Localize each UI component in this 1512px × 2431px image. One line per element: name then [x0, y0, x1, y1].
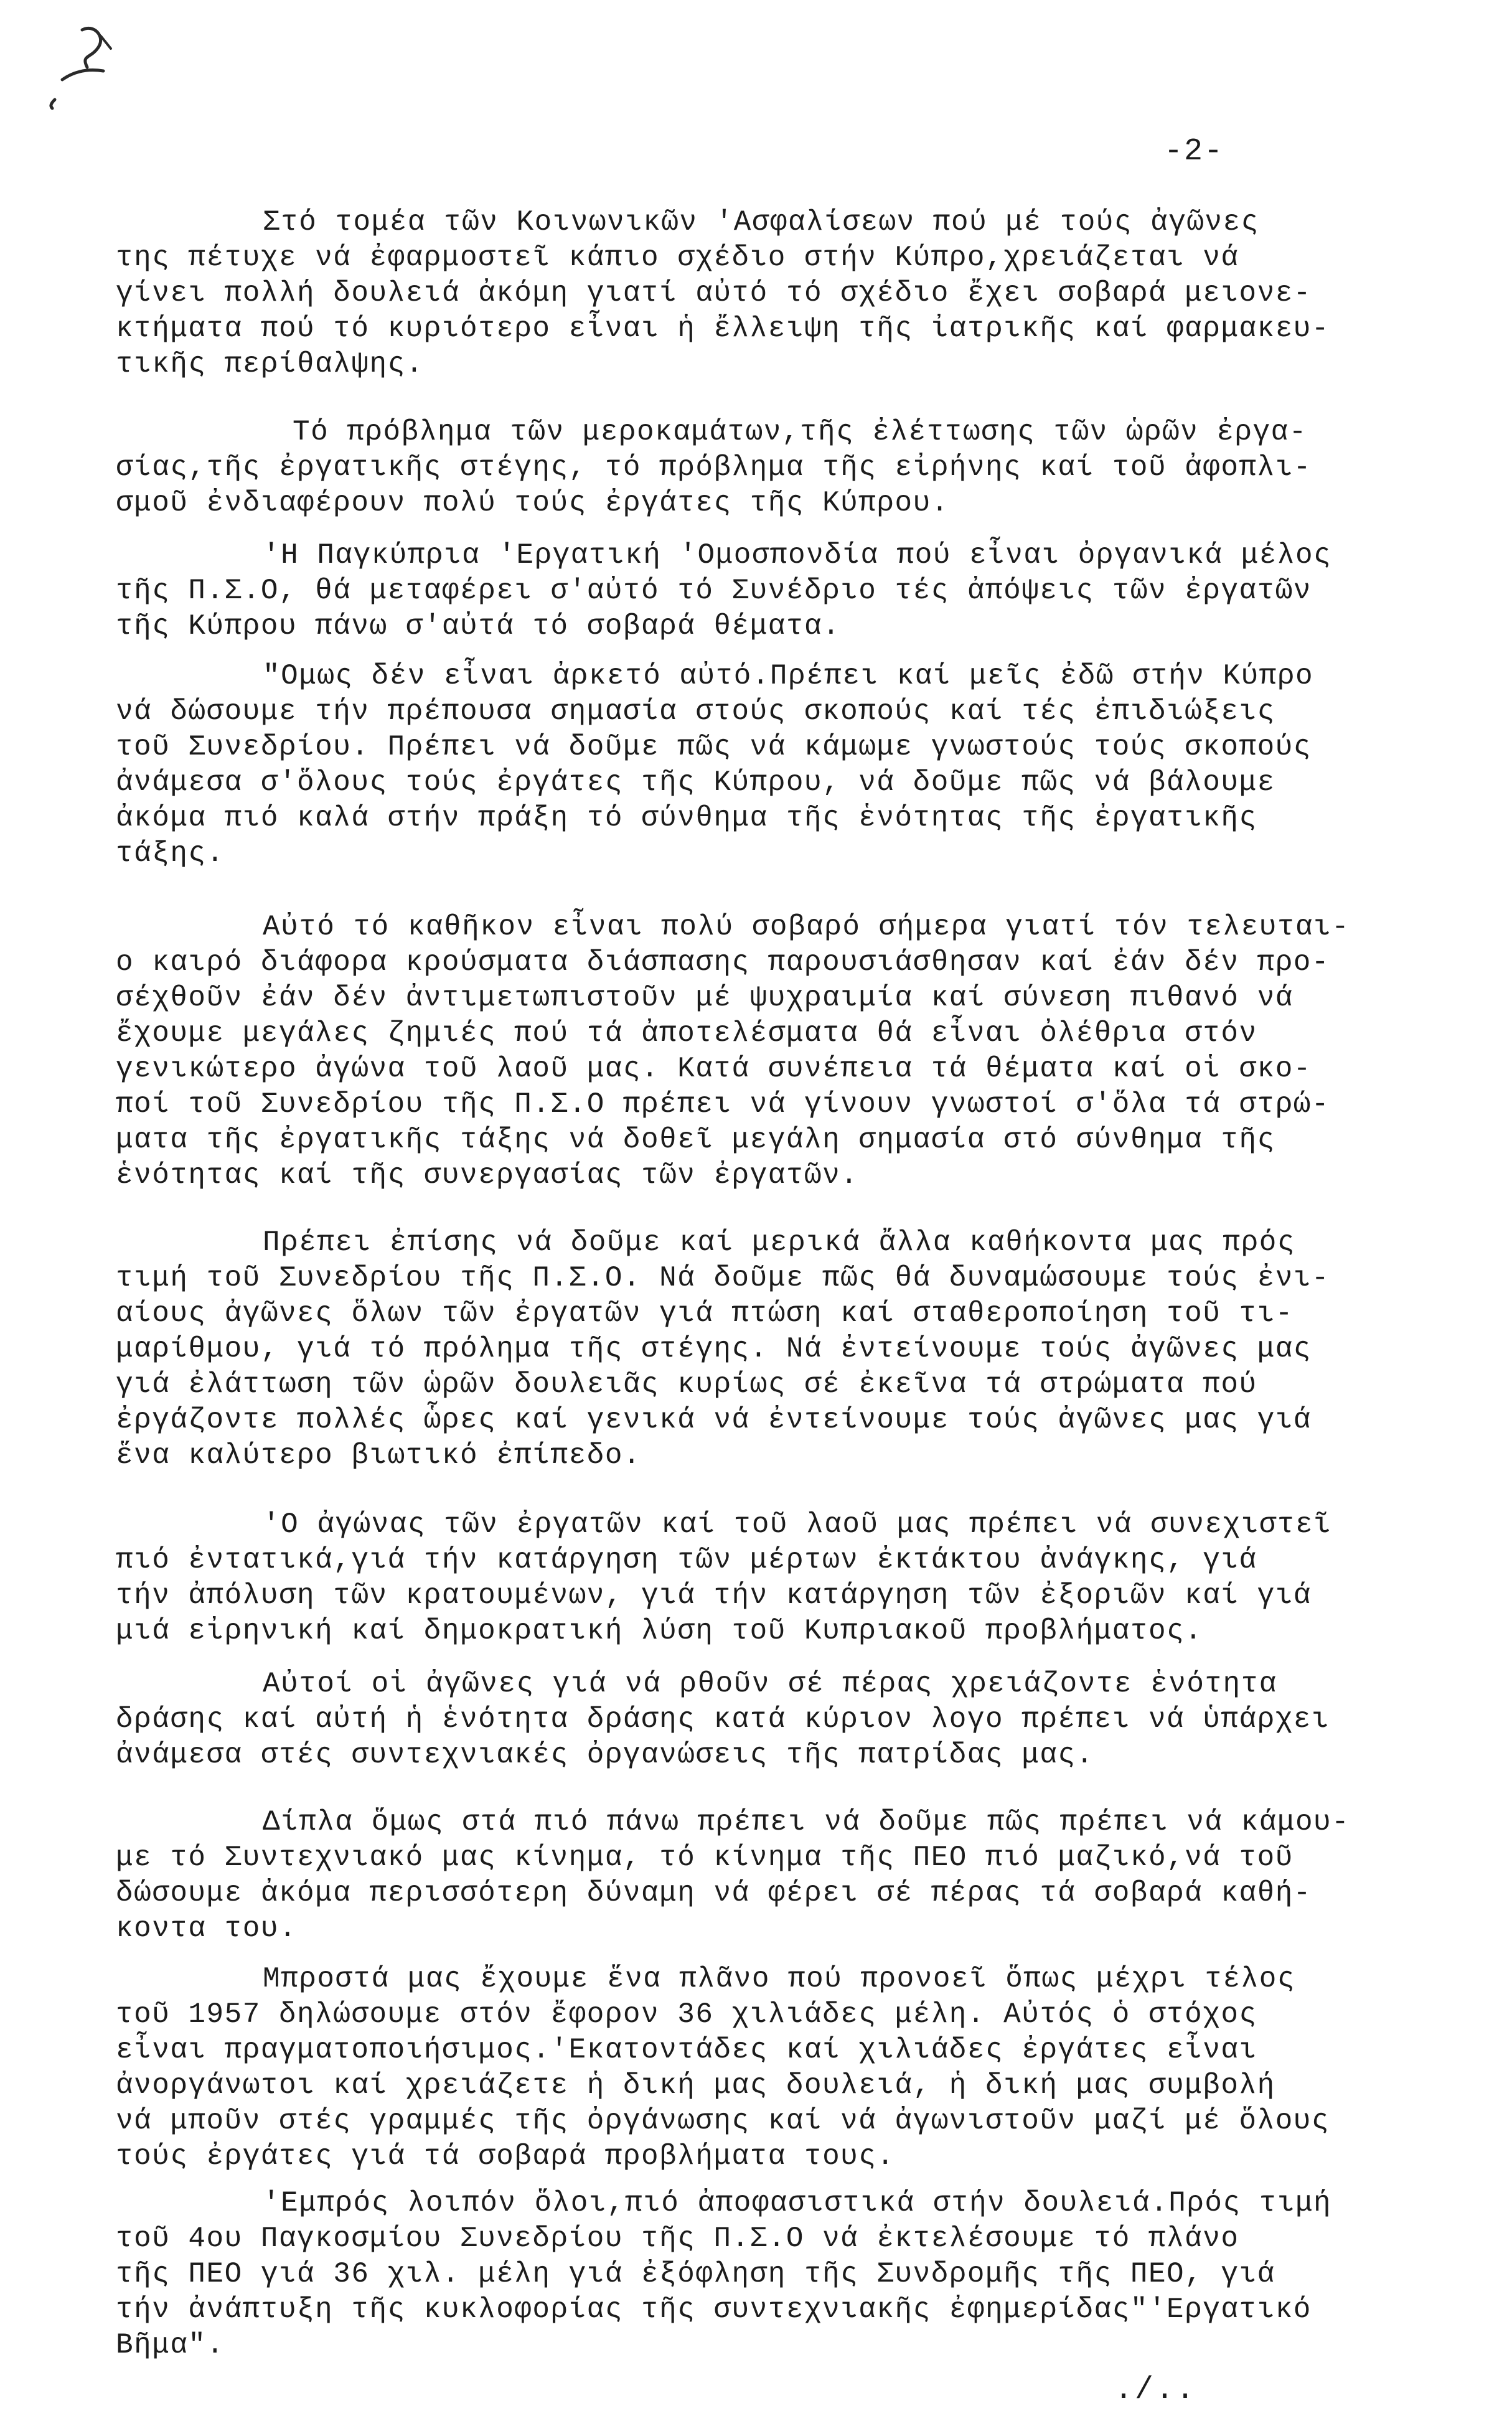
text-line: τῆς Κύπρου πάνω σ'αὐτά τό σοβαρά θέματα. [116, 610, 841, 642]
text-line: δράσης καί αὐτή ἡ ἑνότητα δράσης κατά κύριον λογο πρέπει νά ὑπάρχει [116, 1703, 1330, 1736]
text-line: Τό πρόβλημα τῶν μεροκαμάτων,τῆς ἐλέττωσης τῶν ὡρῶν ἐργα- [293, 416, 1307, 448]
text-line: ἀνάμεσα σ'ὅλους τούς ἐργάτες τῆς Κύπρου, νά δοῦμε πῶς νά βάλουμε [116, 766, 1275, 799]
text-line: μιά εἰρηνική καί δημοκρατική λύση τοῦ Κυπριακοῦ προβλήματος. [116, 1615, 1203, 1647]
text-line: κτήματα πού τό κυριότερο εἶναι ἡ ἔλλειψη τῆς ἰατρικῆς καί φαρμακευ- [116, 313, 1330, 345]
text-line: Βῆμα". [116, 2329, 225, 2361]
text-line: τιμή τοῦ Συνεδρίου τῆς Π.Σ.Ο. Νά δοῦμε πῶς θά δυναμώσουμε τούς ἐνι- [116, 1262, 1330, 1294]
text-line: 'Η Παγκύπρια 'Εργατική 'Ομοσπονδία πού εἶναι ὀργανικά μέλος [263, 539, 1332, 571]
handwritten-mark-icon [44, 11, 131, 111]
text-line: Αὐτό τό καθῆκον εἶναι πολύ σοβαρό σήμερα γιατί τόν τελευται- [263, 911, 1350, 943]
text-line: πιό ἐντατικά,γιά τήν κατάργηση τῶν μέρτων ἐκτάκτου ἀνάγκης, γιά [116, 1544, 1257, 1576]
text-line: ἕνα καλύτερο βιωτικό ἐπίπεδο. [116, 1439, 642, 1472]
text-line: τοῦ Συνεδρίου. Πρέπει νά δοῦμε πῶς νά κάμωμε γνωστούς τούς σκοπούς [116, 731, 1312, 763]
text-line: της πέτυχε νά ἐφαρμοστεῖ κάπιο σχέδιο στήν Κύπρο,χρειάζεται νά [116, 242, 1239, 274]
text-line: τῆς Π.Σ.Ο, θά μεταφέρει σ'αὐτό τό Συνέδριο τές ἀπόψεις τῶν ἐργατῶν [116, 575, 1312, 607]
text-line: ἀνοργάνωτοι καί χρειάζετε ἡ δική μας δουλειά, ἡ δική μας συμβολή [116, 2069, 1275, 2102]
text-line: δώσουμε ἀκόμα περισσότερη δύναμη νά φέρει σέ πέρας τά σοβαρά καθή- [116, 1877, 1312, 1909]
text-line: Μπροστά μας ἔχουμε ἕνα πλᾶνο πού προνοεῖ ὅπως μέχρι τέλος [263, 1963, 1295, 1995]
text-line: ἀκόμα πιό καλά στήν πράξη τό σύνθημα τῆς ἑνότητας τῆς ἐργατικῆς [116, 802, 1257, 834]
text-line: "Ομως δέν εἶναι ἀρκετό αὐτό.Πρέπει καί μεῖς ἐδῶ στήν Κύπρο [263, 660, 1314, 692]
text-line: με τό Συντεχνιακό μας κίνημα, τό κίνημα τῆς ΠΕΟ πιό μαζικό,νά τοῦ [116, 1841, 1294, 1874]
text-line: εἶναι πραγματοποιήσιμος.'Εκατοντάδες καί χιλιάδες ἐργάτες εἶναι [116, 2034, 1257, 2066]
text-line: τικῆς περίθαλψης. [116, 348, 424, 380]
text-line: κοντα του. [116, 1912, 298, 1945]
text-line: ἐργάζοντε πολλές ὧρες καί γενικά νά ἐντείνουμε τούς ἀγῶνες μας γιά [116, 1404, 1312, 1436]
text-line: τούς ἐργάτες γιά τά σοβαρά προβλήματα τους. [116, 2140, 895, 2173]
text-line: τῆς ΠΕΟ γιά 36 χιλ. μέλη γιά ἐξόφληση τῆς Συνδρομῆς τῆς ΠΕΟ, γιά [116, 2258, 1275, 2290]
text-line: Πρέπει ἐπίσης νά δοῦμε καί μερικά ἄλλα καθήκοντα μας πρός [263, 1226, 1295, 1259]
text-line: σέχθοῦν ἐάν δέν ἀντιμετωπιστοῦν μέ ψυχραιμία καί σύνεση πιθανό νά [116, 982, 1294, 1014]
text-line: γενικώτερο ἀγώνα τοῦ λαοῦ μας. Κατά συνέπεια τά θέματα καί οἱ σκο- [116, 1053, 1312, 1085]
text-line: τάξης. [116, 837, 225, 870]
text-line: Στό τομέα τῶν Κοινωνικῶν 'Ασφαλίσεων πού μέ τούς ἀγῶνες [263, 206, 1259, 238]
text-line: γιά ἐλάττωση τῶν ὡρῶν δουλειᾶς κυρίως σέ ἐκεῖνα τά στρώματα πού [116, 1368, 1257, 1401]
text-line: Αὐτοί οἱ ἀγῶνες γιά νά ρθοῦν σέ πέρας χρειάζοντε ἑνότητα [263, 1668, 1277, 1700]
text-line: γίνει πολλή δουλειά ἀκόμη γιατί αὐτό τό σχέδιο ἔχει σοβαρά μειονε- [116, 277, 1312, 309]
text-line: τήν ἀνάπτυξη τῆς κυκλοφορίας τῆς συντεχνιακῆς ἐφημερίδας"'Εργατικό [116, 2293, 1312, 2326]
text-line: αίους ἀγῶνες ὅλων τῶν ἐργατῶν γιά πτώση καί σταθεροποίηση τοῦ τι- [116, 1297, 1294, 1330]
text-line: μαρίθμου, γιά τό πρόλημα τῆς στέγης. Νά ἐντείνουμε τούς ἀγῶνες μας [116, 1333, 1312, 1365]
text-line: σίας,τῆς ἐργατικῆς στέγης, τό πρόβλημα τῆς εἰρήνης καί τοῦ ἀφοπλι- [116, 451, 1312, 484]
page-number: -2- [1164, 134, 1224, 169]
text-line: ἀνάμεσα στές συντεχνιακές ὀργανώσεις τῆς πατρίδας μας. [116, 1739, 1094, 1771]
text-line: τήν ἀπόλυση τῶν κρατουμένων, γιά τήν κατάργηση τῶν ἐξοριῶν καί γιά [116, 1579, 1312, 1612]
text-line: τοῦ 4ου Παγκοσμίου Συνεδρίου τῆς Π.Σ.Ο νά ἐκτελέσουμε τό πλάνο [116, 2222, 1239, 2255]
text-line: ἔχουμε μεγάλες ζημιές πού τά ἀποτελέσματα θά εἶναι ὀλέθρια στόν [116, 1017, 1257, 1050]
text-line: 'Ο ἀγώνας τῶν ἐργατῶν καί τοῦ λαοῦ μας πρέπει νά συνεχιστεῖ [263, 1508, 1332, 1541]
text-line: 'Εμπρός λοιπόν ὅλοι,πιό ἀποφασιστικά στήν δουλειά.Πρός τιμή [263, 2187, 1332, 2219]
text-line: σμοῦ ἐνδιαφέρουν πολύ τούς ἐργάτες τῆς Κύπρου. [116, 487, 949, 519]
text-line: νά δώσουμε τήν πρέπουσα σημασία στούς σκοπούς καί τές ἐπιδιώξεις [116, 695, 1275, 728]
text-line: ο καιρό διάφορα κρούσματα διάσπασης παρουσιάσθησαν καί ἐάν δέν προ- [116, 946, 1330, 979]
text-line: ποί τοῦ Συνεδρίου τῆς Π.Σ.Ο πρέπει νά γίνουν γνωστοί σ'ὅλα τά στρώ- [116, 1088, 1330, 1121]
text-line: ἑνότητας καί τῆς συνεργασίας τῶν ἐργατῶν. [116, 1159, 859, 1192]
text-line: ματα τῆς ἐργατικῆς τάξης νά δοθεῖ μεγάλη σημασία στό σύνθημα τῆς [116, 1124, 1275, 1156]
continuation-mark: ./.. [1114, 2372, 1197, 2408]
text-line: τοῦ 1957 δηλώσουμε στόν ἔφορον 36 χιλιάδες μέλη. Αὐτός ὁ στόχος [116, 1998, 1257, 2031]
text-line: Δίπλα ὅμως στά πιό πάνω πρέπει νά δοῦμε πῶς πρέπει νά κάμου- [263, 1806, 1350, 1838]
text-line: νά μποῦν στές γραμμές τῆς ὀργάνωσης καί νά ἀγωνιστοῦν μαζί μέ ὅλους [116, 2105, 1330, 2137]
